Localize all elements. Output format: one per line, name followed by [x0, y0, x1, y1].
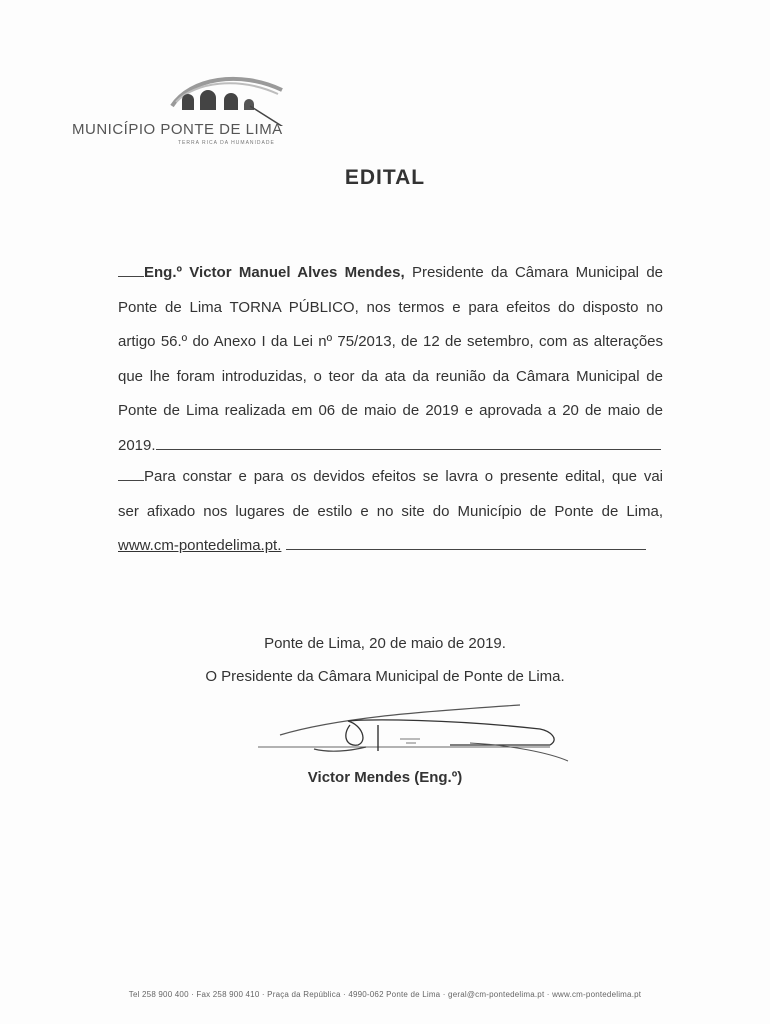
signatory-title: O Presidente da Câmara Municipal de Ponte de Lima. — [205, 668, 565, 685]
paragraph-announcement — [118, 256, 663, 463]
paragraph-publication — [118, 460, 663, 564]
municipal-logo — [70, 68, 290, 152]
leading-blank — [118, 275, 144, 277]
fill-line — [286, 548, 646, 550]
fill-line — [156, 448, 661, 450]
signer-name: Victor Mendes (Eng.º) — [307, 769, 463, 786]
municipality-tagline: TERRA RICA DA HUMANIDADE — [178, 140, 275, 146]
torna-publico-text: TORNA PÚBLICO — [229, 298, 355, 316]
signature-icon — [250, 695, 580, 765]
paragraph-text: 2019. — [118, 436, 156, 454]
paragraph-line: que lhe foram introduzidas, o teor da ata da reunião da Câmara Municipal de — [118, 367, 663, 385]
paragraph-line — [118, 291, 663, 326]
paragraph-line: artigo 56.º do Anexo I da Lei nº 75/2013, de 12 de setembro, com as alterações — [118, 333, 663, 350]
paragraph-text: Ponte de Lima — [118, 298, 230, 316]
paragraph-line — [118, 429, 663, 464]
website-link[interactable]: www.cm-pontedelima.pt. — [118, 537, 282, 554]
municipal-logo-icon — [170, 68, 290, 126]
document-title: EDITAL — [344, 166, 426, 189]
footer-contacts: Tel 258 900 400 · Fax 258 900 410 · Praça da República · 4990-062 Ponte de Lima · geral@cm-pontedelima.pt · www.cm-pontedelima.pt — [128, 990, 642, 999]
paragraph-text: , nos termos e para efeitos do disposto no — [354, 298, 663, 316]
paragraph-line: Ponte de Lima realizada em 06 de maio de 2019 e aprovada a 20 de maio de — [118, 402, 663, 419]
paragraph-line — [118, 529, 663, 564]
place-date: Ponte de Lima, 20 de maio de 2019. — [264, 635, 506, 652]
paragraph-text: Presidente da Câmara Municipal de — [404, 264, 663, 281]
president-name: Eng.º Victor Manuel Alves Mendes, — [144, 264, 405, 281]
paragraph-line: ser afixado nos lugares de estilo e no site do Município de Ponte de Lima, — [118, 502, 663, 520]
municipality-name: MUNICÍPIO PONTE DE LIMA — [72, 121, 283, 138]
leading-blank — [118, 479, 144, 481]
paragraph-line — [118, 256, 663, 291]
paragraph-text: Para constar e para os devidos efeitos se lavra o presente edital, que vai — [144, 468, 663, 485]
paragraph-line — [118, 460, 663, 495]
